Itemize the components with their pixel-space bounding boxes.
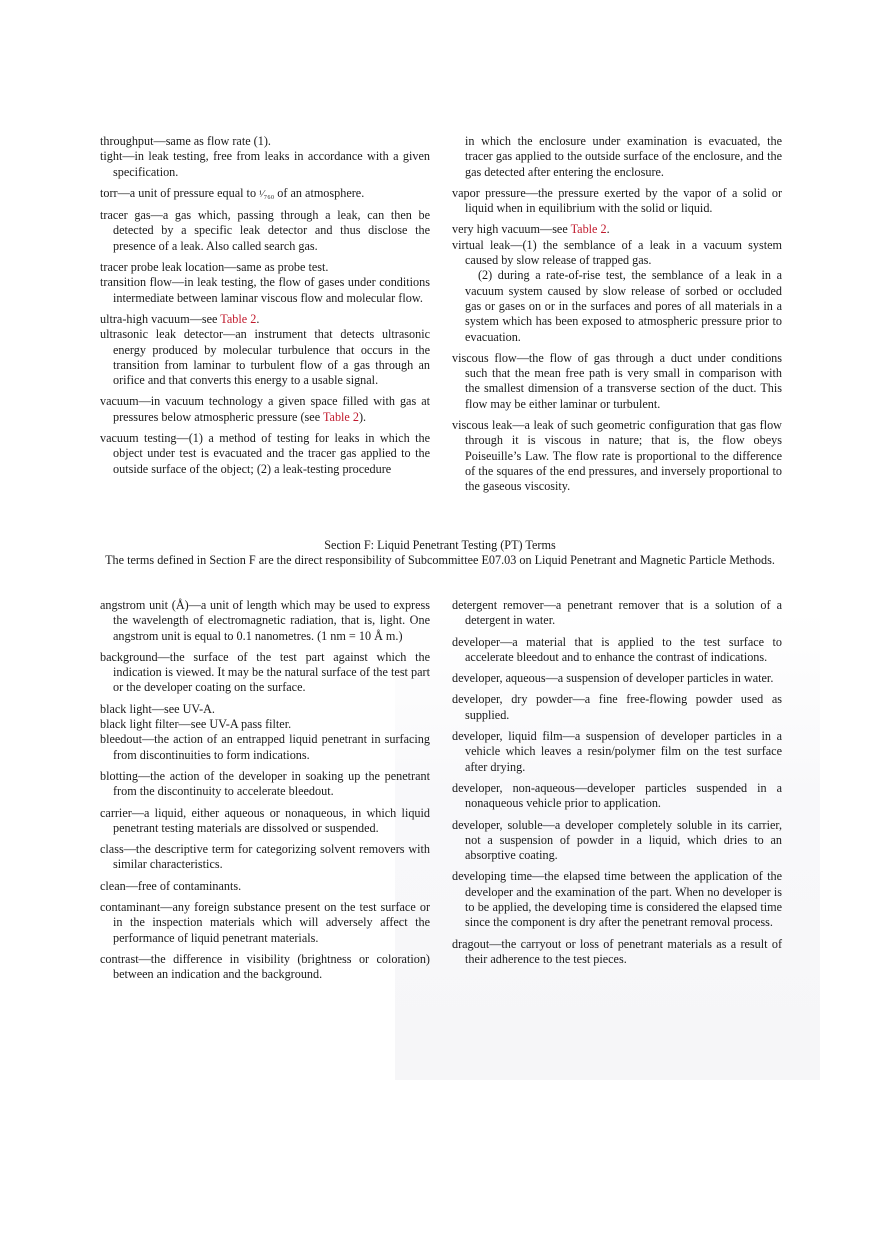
definition: —the elapsed time between the application of the developer and the examination of the part. When no developer is to be applied, the developing time is considered the elapsed time since the component is dry after the penetrant removal process.: [465, 869, 782, 930]
definition: —in leak testing, free from leaks in accordance with a given specification.: [113, 149, 430, 179]
term: carrier: [100, 805, 132, 820]
entry-background: [100, 650, 430, 696]
definition: —an instrument that detects ultrasonic energy produced by molecular turbulence that occurs in the transition from laminar to turbulent flow of a gas through an orifice and that converts this energy to a usable signal.: [113, 327, 430, 388]
entry-viscous-flow: [452, 351, 782, 412]
term: detergent remover: [452, 598, 544, 612]
entry-virtual-leak-part-2: [452, 268, 782, 344]
term: very high vacuum: [452, 222, 540, 237]
entry-tracer-probe-leak-location: [100, 260, 430, 275]
entry-developer-dry-powder: [452, 692, 782, 723]
entry-developer-liquid-film: [452, 729, 782, 775]
term: angstrom unit (Å): [100, 598, 189, 612]
entry-black-light-filter: [100, 717, 430, 732]
definition: —see UV-A.: [151, 701, 215, 716]
term: throughput: [100, 134, 154, 148]
entry-vacuum-testing: [100, 431, 430, 477]
term: black light: [100, 701, 152, 716]
term: transition flow: [100, 275, 172, 290]
term: viscous leak: [452, 418, 513, 433]
term: black light filter: [100, 717, 179, 732]
entry-transition-flow: [100, 275, 430, 306]
entry-clean: [100, 879, 430, 894]
term: ultra-high vacuum: [100, 311, 190, 326]
definition: —free of contaminants.: [125, 878, 242, 893]
table-2-link[interactable]: Table 2: [570, 222, 607, 237]
term: ultrasonic leak detector: [100, 327, 224, 342]
table-2-link[interactable]: Table 2: [220, 311, 257, 326]
term: developer, liquid film: [452, 729, 563, 744]
definition: —developer particles suspended in a nonaqueous vehicle prior to application.: [465, 780, 782, 811]
definition-continued: in which the enclosure under examination is evacuated, the tracer gas applied to the outside surface of the enclosure, and the gas detected after entering the enclosure.: [465, 134, 782, 179]
glossary-column-lower-left: [100, 598, 430, 989]
glossary-column-lower-right: [452, 598, 782, 973]
entry-contrast: [100, 952, 430, 983]
entry-developer-aqueous: [452, 671, 782, 686]
definition: —a unit of pressure equal to: [117, 185, 260, 200]
definition-end: .: [606, 222, 610, 237]
definition: —any foreign substance present on the test surface or in the inspection materials which will adversely affect the performance of liquid penetrant materials.: [113, 900, 430, 945]
definition: —a leak of such geometric configuration that gas flow through it is viscous in nature; that is, the flow obeys Poiseuille’s Law. The flow rate is proportional to the difference of the squares of the end pressures, and inversely proportional to the gaseous viscosity.: [465, 418, 782, 494]
glossary-column-upper-left: [100, 134, 430, 483]
entry-throughput: [100, 134, 430, 149]
definition: —see: [189, 311, 221, 326]
term: background: [100, 649, 158, 664]
definition-end: .: [256, 311, 260, 326]
entry-developer-non-aqueous: [452, 781, 782, 812]
glossary-column-upper-right: [452, 134, 782, 501]
entry-very-high-vacuum: [452, 222, 782, 237]
term: bleedout: [100, 732, 142, 747]
definition-paragraph: (2) during a rate-of-rise test, the semblance of a leak in a vacuum system caused by slow release of sorbed or occluded gas or gases on or in the surfaces and pores of all materials in a system which has been exposed to atmospheric pressure prior to evacuation.: [465, 268, 782, 344]
entry-virtual-leak: [452, 238, 782, 269]
term: virtual leak: [452, 237, 511, 252]
entry-blotting: [100, 769, 430, 800]
section-f-header: [100, 538, 780, 569]
definition: —a suspension of developer particles in a vehicle which leaves a resin/polymer film on the test surface after drying.: [465, 729, 782, 774]
definition: —a penetrant remover that is a solution of a detergent in water.: [465, 598, 782, 628]
entry-bleedout: [100, 732, 430, 763]
definition-end: ).: [359, 409, 367, 424]
term: blotting: [100, 768, 138, 783]
term: viscous flow: [452, 350, 517, 365]
entry-developing-time: [452, 869, 782, 930]
definition: —same as probe test.: [224, 260, 329, 275]
term: contaminant: [100, 900, 161, 915]
definition: —a developer completely soluble in its carrier, not a suspension of powder in a liquid, which dries to an absorptive coating.: [465, 817, 783, 863]
term: torr: [100, 185, 118, 200]
entry-vacuum: [100, 394, 430, 425]
definition: —in vacuum technology a given space filled with gas at pressures below atmospheric pressure (see: [113, 394, 430, 424]
entry-torr: [100, 186, 430, 202]
entry-angstrom-unit: [100, 598, 430, 644]
definition: —the carryout or loss of penetrant materials as a result of their adherence to the test pieces.: [465, 936, 782, 966]
definition: —in leak testing, the flow of gases under conditions intermediate between laminar viscous flow and molecular flow.: [113, 275, 430, 305]
definition: —a fine free-flowing powder used as supplied.: [465, 692, 782, 722]
section-description: The terms defined in Section F are the direct responsibility of Subcommittee E07.03 on Liquid Penetrant and Magnetic Particle Methods.: [105, 553, 775, 568]
term: developer, dry powder: [452, 692, 573, 707]
definition: —the action of the developer in soaking up the penetrant from the discontinuity to accelerate bleedout.: [113, 768, 430, 799]
term: class: [100, 842, 124, 857]
term: developer: [452, 634, 501, 649]
definition: —a liquid, either aqueous or nonaqueous, in which liquid penetrant testing materials are dissolved or suspended.: [113, 805, 430, 835]
term: tracer probe leak location: [100, 260, 225, 275]
section-title: Section F: Liquid Penetrant Testing (PT) Terms: [324, 538, 556, 552]
fraction: ¹⁄₇₆₀: [259, 188, 275, 200]
term: vacuum testing: [100, 431, 177, 446]
term: vapor pressure: [452, 185, 526, 200]
term: developer, soluble: [452, 817, 543, 832]
definition: —see: [540, 222, 571, 237]
definition: —the pressure exerted by the vapor of a solid or liquid when in equilibrium with the solid or liquid.: [465, 185, 782, 216]
table-2-link[interactable]: Table 2: [322, 409, 359, 424]
term: tracer gas: [100, 208, 151, 223]
definition: —a material that is applied to the test surface to accelerate bleedout and to enhance the contrast of indications.: [465, 634, 782, 664]
entry-carrier: [100, 806, 430, 837]
entry-developer: [452, 635, 782, 666]
definition: —the action of an entrapped liquid penetrant in surfacing from discontinuities to form indications.: [113, 732, 430, 762]
term: developer, non-aqueous: [452, 780, 575, 795]
entry-tight: [100, 149, 430, 180]
entry-dragout: [452, 937, 782, 968]
entry-class: [100, 842, 430, 873]
definition: —the surface of the test part against which the indication is viewed. It may be the natural surface of the test part or the developer coating on the surface.: [113, 649, 430, 695]
entry-detergent-remover: [452, 598, 782, 629]
entry-tracer-gas: [100, 208, 430, 254]
entry-ultrasonic-leak-detector: [100, 327, 430, 388]
definition: —the descriptive term for categorizing solvent removers with similar characteristics.: [113, 842, 430, 872]
definition: —(1) the semblance of a leak in a vacuum system caused by slow release of trapped gas.: [465, 237, 782, 268]
definition: —see UV-A pass filter.: [178, 717, 292, 732]
definition: —the difference in visibility (brightness or coloration) between an indication and the background.: [113, 951, 430, 982]
term: contrast: [100, 951, 139, 966]
term: dragout: [452, 936, 490, 951]
entry-developer-soluble: [452, 818, 782, 864]
entry-ultra-high-vacuum: [100, 312, 430, 327]
definition: —a suspension of developer particles in water.: [545, 671, 774, 686]
definition: —same as flow rate (1).: [153, 134, 271, 148]
entry-black-light: [100, 702, 430, 717]
term: developing time: [452, 869, 533, 884]
definition: —a unit of length which may be used to express the wavelength of electromagnetic radiation, that is, light. One angstrom unit is equal to 0.1 nanometres. (1 nm = 10 Å m.): [113, 598, 430, 643]
entry-viscous-leak: [452, 418, 782, 494]
definition-end: of an atmosphere.: [274, 185, 365, 200]
term: developer, aqueous: [452, 671, 546, 686]
entry-vacuum-testing-continued: [452, 134, 782, 180]
entry-contaminant: [100, 900, 430, 946]
term: tight: [100, 149, 123, 164]
term: clean: [100, 878, 126, 893]
term: vacuum: [100, 394, 139, 409]
entry-vapor-pressure: [452, 186, 782, 217]
definition: —(1) a method of testing for leaks in which the object under test is evacuated and the tracer gas applied to the outside surface of the object; (2) a leak-testing procedure: [113, 431, 431, 476]
definition: —a gas which, passing through a leak, can then be detected by a specific leak detector and thus disclose the presence of a leak. Also called search gas.: [113, 208, 430, 253]
definition: —the flow of gas through a duct under conditions such that the mean free path is very small in comparison with the smallest dimension of a transverse section of the duct. This flow may be either laminar or turbulent.: [465, 350, 782, 411]
